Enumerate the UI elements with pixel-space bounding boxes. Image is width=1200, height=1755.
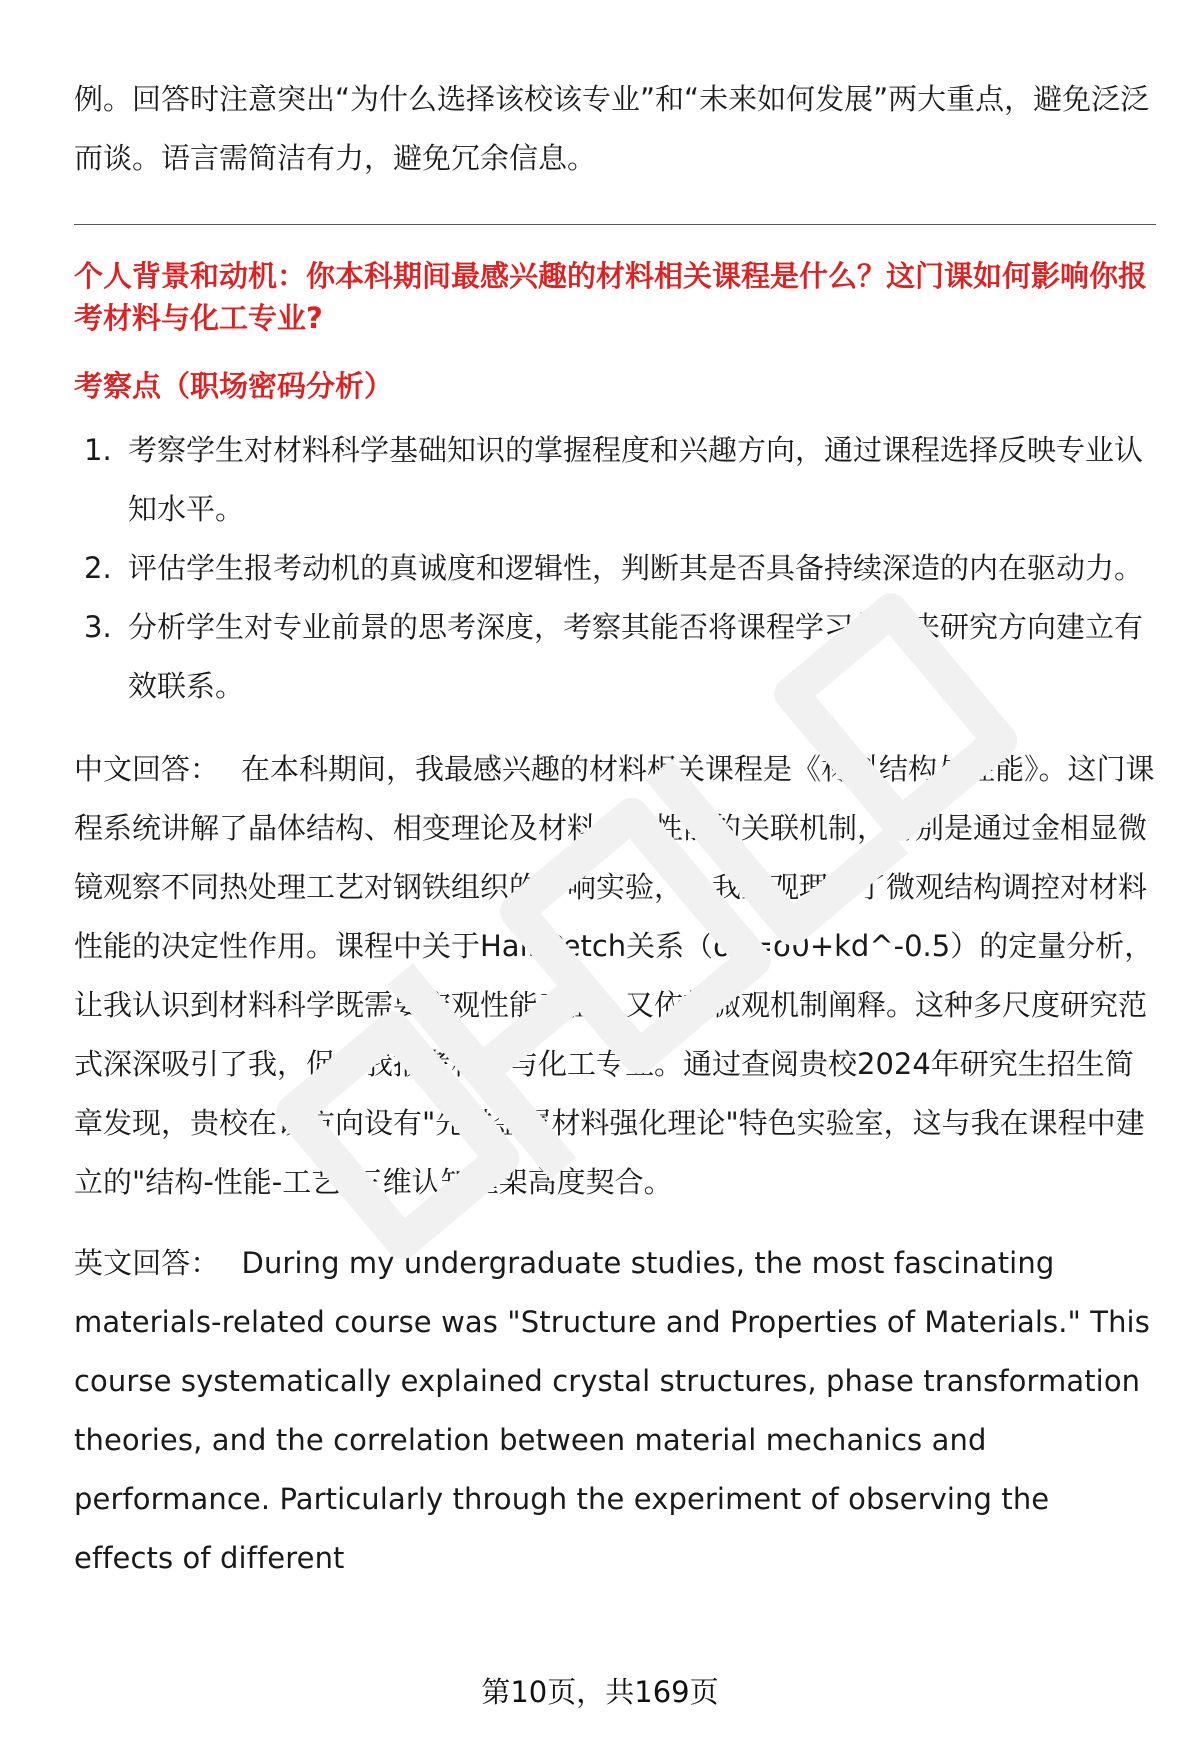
english-answer [74,1234,1156,1588]
list-item-text: 考察学生对材料科学基础知识的掌握程度和兴趣方向，通过课程选择反映专业认知水平。 [128,433,1144,526]
english-answer-label: 英文回答： [74,1246,220,1280]
list-item [74,598,1156,716]
chinese-answer-label: 中文回答： [74,752,220,786]
list-number: 3. [84,610,112,644]
chinese-answer [74,740,1156,1212]
chinese-answer-text: 在本科期间，我最感兴趣的材料相关课程是《材料结构与性能》。这门课程系统讲解了晶体结构、相变理论及材料力学性能的关联机制，特别是通过金相显微镜观察不同热处理工艺对钢铁组织的影响实验，让我直观理解了微观结构调控对材料性能的决定性作用。课程中关于Hall-Petch关系（σy=σ0+kd^-0.5）的定量分析，让我认识到材料科学既需要宏观性能表征，又依赖微观机制阐释。这种多尺度研究范式深深吸引了我，促使我报考材料与化工专业。通过查阅贵校2024年研究生招生简章发现，贵校在该方向设有"先进金属材料强化理论"特色实验室，这与我在课程中建立的"结构-性能-工艺"三维认知框架高度契合。 [74,752,1155,1199]
points-heading: 考察点（职场密码分析） [74,369,394,403]
page-footer: 第10页，共169页 [481,1675,719,1709]
list-item [74,421,1156,539]
question-title: 个人背景和动机：你本科期间最感兴趣的材料相关课程是什么？这门课如何影响你报考材料与化工专业? [74,259,1148,335]
list-item-text: 评估学生报考动机的真诚度和逻辑性，判断其是否具备持续深造的内在驱动力。 [128,551,1144,585]
document-page [74,70,1156,1588]
english-answer-text: During my undergraduate studies, the most fascinating materials-related course was "Structure and Properties of Materials." This course systematically explained crystal structures, phase transformation theories, and the correlation between material mechanics and performance. Particularly through the experiment of observing the effects of different [74,1246,1150,1575]
list-number: 2. [84,551,112,585]
list-item-text: 分析学生对专业前景的思考深度，考察其能否将课程学习与未来研究方向建立有效联系。 [128,610,1144,703]
points-list [74,421,1156,716]
list-item [74,539,1156,598]
section-divider [74,224,1156,225]
list-number: 1. [84,433,112,467]
intro-paragraph: 例。回答时注意突出“为什么选择该校该专业”和“未来如何发展”两大重点，避免泛泛而谈。语言需简洁有力，避免冗余信息。 [74,82,1150,175]
